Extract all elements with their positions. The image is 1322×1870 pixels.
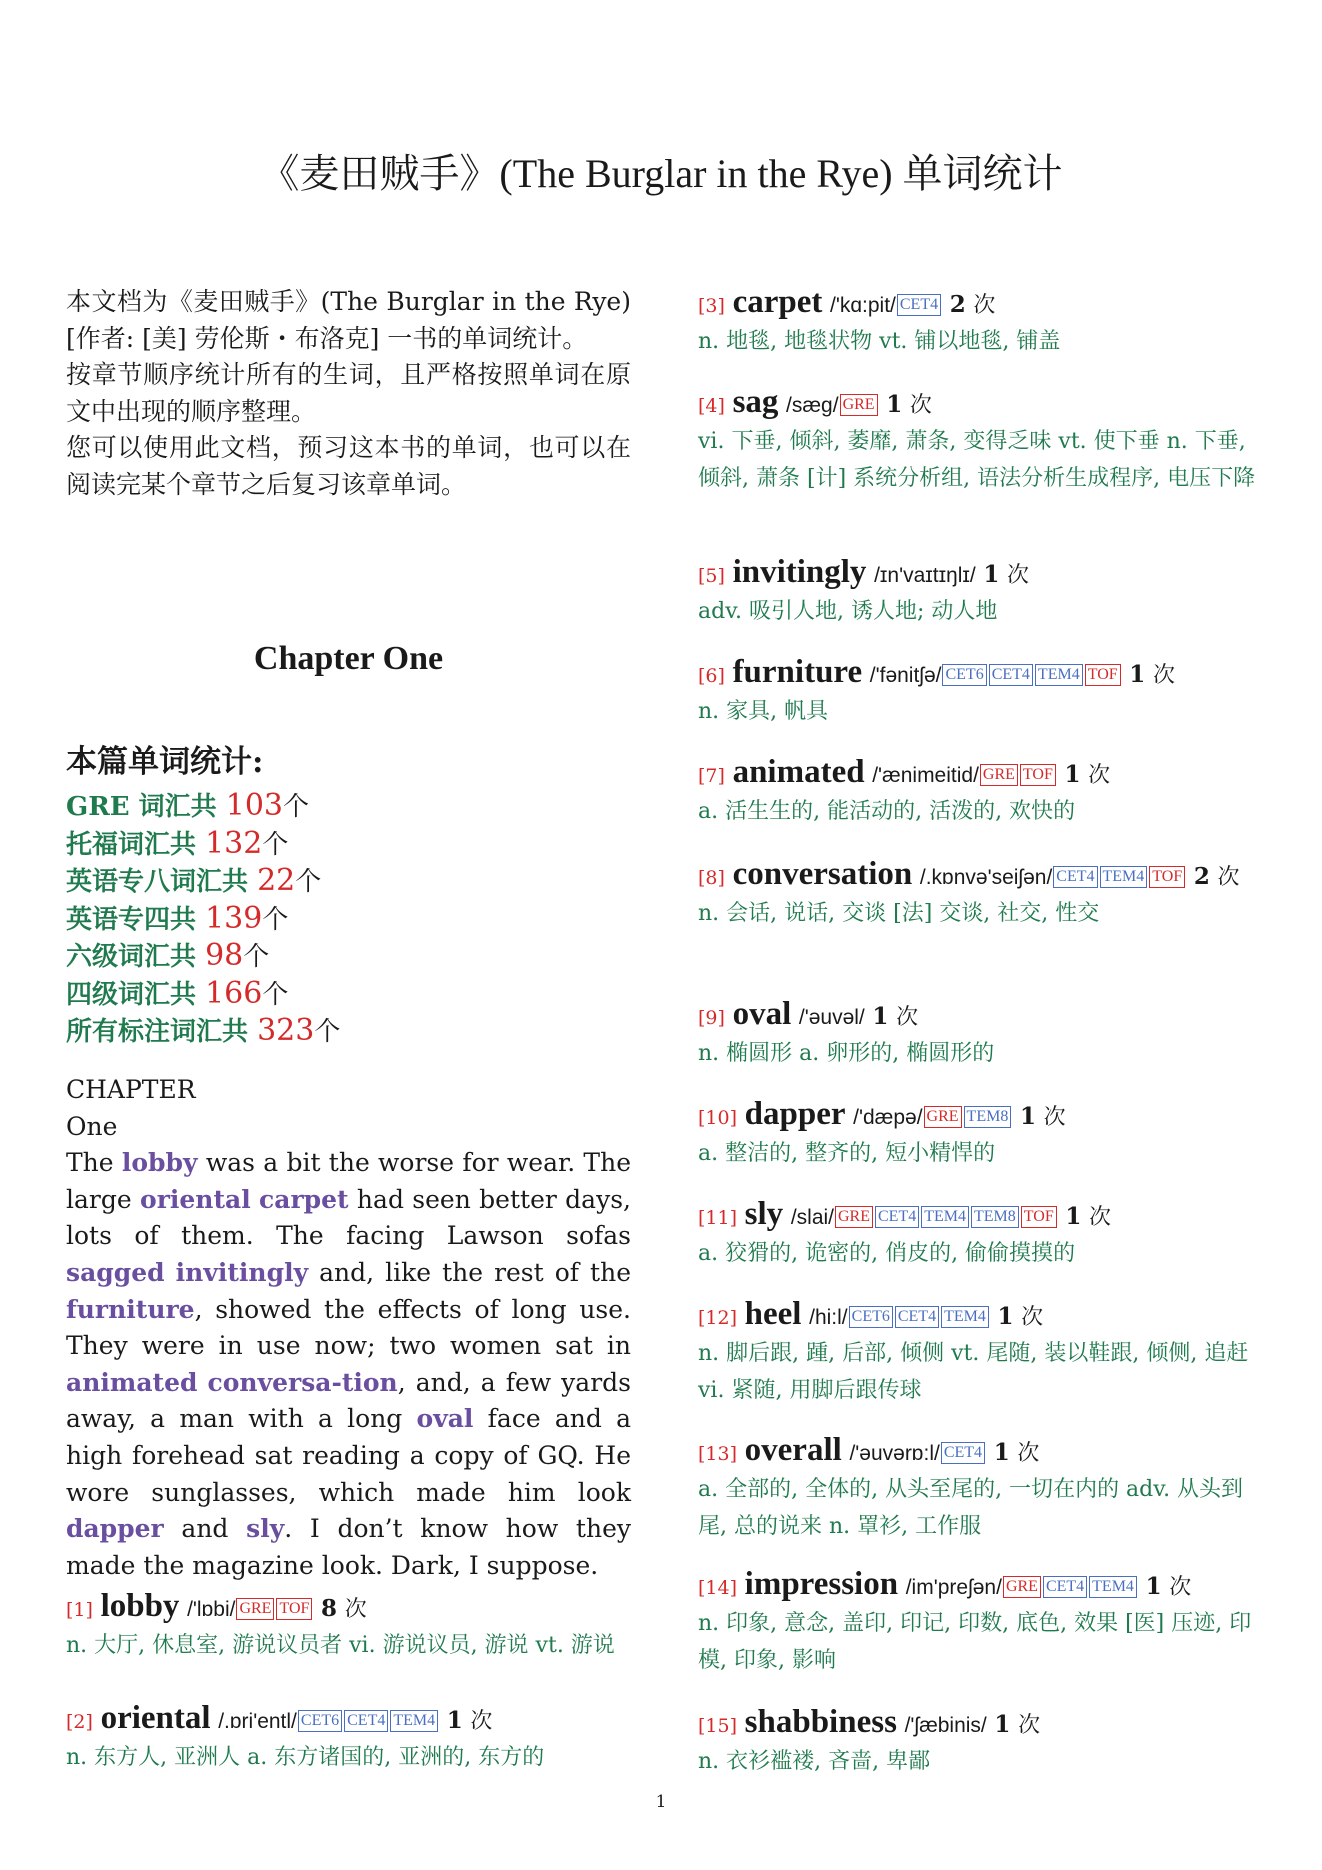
- highlighted-word: conversa-tion: [207, 1367, 398, 1397]
- times-label: 次: [973, 293, 996, 318]
- stat-count: 22: [257, 863, 296, 898]
- entry-count: 1: [1065, 1203, 1082, 1230]
- vocab-entry: [698, 1296, 1268, 1409]
- entry-pronunciation: /'dæpə/: [853, 1106, 923, 1129]
- chapter-number: One: [66, 1111, 118, 1141]
- stat-count: 132: [205, 825, 263, 861]
- stats-list: [66, 788, 631, 1051]
- entry-header: [698, 1096, 1268, 1136]
- entry-header: [698, 856, 1268, 896]
- text-segment: was a bit the worse for wear. The large: [66, 1148, 631, 1214]
- intro: [66, 284, 631, 503]
- entry-pronunciation: /slai/: [790, 1206, 834, 1229]
- entry-count: 1: [1145, 1573, 1162, 1600]
- highlighted-word: animated: [66, 1367, 198, 1397]
- entry-pronunciation: /.ɒri'entl/: [218, 1710, 297, 1733]
- vocab-tag: CET6: [298, 1710, 342, 1732]
- times-label: 次: [344, 1597, 367, 1622]
- entry-count: 1: [993, 1439, 1010, 1466]
- times-label: 次: [1007, 563, 1030, 588]
- highlighted-word: oriental: [140, 1184, 251, 1214]
- vocab-entry: [698, 1096, 1268, 1173]
- stat-count: 98: [205, 938, 244, 973]
- entry-count: 1: [983, 561, 1000, 588]
- entry-definition: a. 狡猾的, 诡密的, 俏皮的, 偷偷摸摸的: [698, 1241, 1076, 1266]
- stat-row: [66, 938, 631, 976]
- vocab-tag: TEM4: [1035, 664, 1083, 686]
- entry-word: oval: [732, 996, 792, 1032]
- entry-header: [698, 1296, 1268, 1336]
- entry-word: oriental: [100, 1700, 211, 1736]
- stat-label: 英语专八词汇共: [66, 867, 258, 897]
- vocab-tag: GRE: [1003, 1576, 1041, 1598]
- stat-label: 英语专四共: [66, 904, 206, 935]
- entry-definition: a. 活生生的, 能活动的, 活泼的, 欢快的: [698, 799, 1076, 824]
- vocab-entry: [698, 284, 1268, 361]
- entry-count: 1: [997, 1303, 1014, 1330]
- document-title: 《麦田贼手》(The Burglar in the Rye) 单词统计: [259, 151, 1063, 196]
- stat-label: 四级词汇共: [66, 979, 206, 1010]
- chapter-stats: [66, 742, 631, 1051]
- text-segment: The: [66, 1148, 122, 1178]
- stat-unit: 个: [243, 942, 270, 972]
- entry-header: [698, 1196, 1268, 1236]
- entry-definition: adv. 吸引人地, 诱人地; 动人地: [698, 599, 998, 624]
- entry-count: 1: [872, 1003, 889, 1030]
- highlighted-word: invitingly: [175, 1257, 309, 1287]
- entry-definition: n. 家具, 帆具: [698, 699, 829, 724]
- entry-index: [3]: [698, 295, 725, 317]
- entry-definition: n. 椭圆形 a. 卵形的, 椭圆形的: [698, 1041, 995, 1066]
- vocab-entry: [66, 1588, 631, 1665]
- vocab-tag: TEM4: [1089, 1576, 1137, 1598]
- entry-definition: n. 脚后跟, 踵, 后部, 倾侧 vt. 尾随, 装以鞋跟, 倾侧, 追赶 vi. 紧随, 用脚后跟传球: [698, 1341, 1249, 1403]
- entry-word: lobby: [100, 1588, 180, 1624]
- stat-row: [66, 826, 631, 864]
- entry-definition: n. 东方人, 亚洲人 a. 东方诸国的, 亚洲的, 东方的: [66, 1745, 545, 1770]
- entry-pronunciation: /'ʃæbinis/: [904, 1714, 987, 1737]
- entry-pronunciation: /'ænimeitid/: [872, 764, 979, 787]
- vocab-entry: [698, 754, 1268, 831]
- times-label: 次: [1018, 1713, 1041, 1738]
- times-label: 次: [1089, 1205, 1112, 1230]
- entry-pronunciation: /sæg/: [786, 394, 839, 417]
- vocab-tag: GRE: [924, 1106, 962, 1128]
- stat-label: 托福词汇共: [66, 829, 206, 860]
- highlighted-word: oval: [416, 1404, 474, 1434]
- entry-index: [8]: [698, 867, 725, 889]
- entry-pronunciation: /'əuvərɒ:l/: [849, 1442, 940, 1465]
- stats-title: 本篇单词统计:: [66, 744, 264, 780]
- highlighted-word: sly: [246, 1514, 285, 1544]
- entry-pronunciation: /'lɒbi/: [187, 1598, 236, 1621]
- entry-index: [14]: [698, 1577, 738, 1599]
- vocab-tag: GRE: [236, 1598, 274, 1620]
- entry-header: [698, 654, 1268, 694]
- stat-label: GRE 词汇共: [66, 792, 226, 822]
- entry-index: [11]: [698, 1207, 738, 1229]
- text-segment: [165, 1258, 176, 1287]
- entry-pronunciation: /.kɒnvə'seiʃən/: [919, 866, 1053, 889]
- stat-label: 六级词汇共: [66, 942, 206, 972]
- stat-unit: 个: [314, 1017, 341, 1047]
- text-segment: . I don’t know how they made the magazine look. Dark, I suppose.: [66, 1514, 631, 1580]
- vocab-tag: TOF: [1021, 1206, 1057, 1228]
- text-segment: , showed the effects of long use. They were in use now; two women sat in: [66, 1294, 631, 1361]
- vocab-tag: GRE: [840, 394, 878, 416]
- vocab-entry: [698, 1566, 1268, 1679]
- vocab-tag: CET6: [942, 664, 986, 686]
- stat-count: 139: [205, 900, 263, 936]
- entry-word: conversation: [732, 856, 913, 892]
- text-segment: [251, 1185, 259, 1214]
- entry-word: heel: [744, 1296, 802, 1332]
- chapter-text: [66, 1072, 631, 1584]
- vocab-tag: TOF: [1149, 866, 1185, 888]
- text-segment: and: [163, 1514, 247, 1544]
- times-label: 次: [1169, 1575, 1192, 1600]
- entry-header: [698, 384, 1268, 424]
- entry-word: sly: [744, 1196, 784, 1232]
- entry-pronunciation: /'fənitʃə/: [869, 664, 942, 687]
- entry-index: [13]: [698, 1443, 738, 1465]
- entry-count: 1: [886, 391, 903, 418]
- highlighted-word: carpet: [259, 1184, 349, 1214]
- chapter-label: CHAPTER: [66, 1075, 196, 1104]
- intro-line-3: 您可以使用此文档，预习这本书的单词，也可以在阅读完某个章节之后复习该章单词。: [66, 433, 631, 499]
- entry-definition: n. 地毯, 地毯状物 vt. 铺以地毯, 铺盖: [698, 329, 1061, 354]
- entry-count: 1: [1129, 661, 1146, 688]
- stat-unit: 个: [262, 979, 289, 1010]
- vocab-tag: TOF: [276, 1598, 312, 1620]
- vocab-tag: CET4: [897, 294, 941, 316]
- vocab-tag: CET6: [849, 1306, 893, 1328]
- highlighted-word: sagged: [66, 1257, 165, 1287]
- stat-row: [66, 863, 631, 901]
- entry-count: 1: [994, 1711, 1011, 1738]
- entry-count: 1: [1019, 1103, 1036, 1130]
- times-label: 次: [1017, 1441, 1040, 1466]
- entry-count: 2: [949, 291, 966, 318]
- entry-word: furniture: [732, 654, 863, 690]
- entry-word: carpet: [732, 284, 823, 320]
- entry-pronunciation: /im'preʃən/: [905, 1576, 1002, 1599]
- vocab-tag: CET4: [875, 1206, 919, 1228]
- text-segment: and, like the rest of the: [308, 1257, 631, 1287]
- entry-index: [15]: [698, 1715, 738, 1737]
- vocab-entry: [698, 554, 1268, 631]
- entry-index: [5]: [698, 565, 725, 587]
- stat-unit: 个: [283, 792, 310, 822]
- vocab-entry: [698, 996, 1268, 1073]
- vocab-tag: CET4: [895, 1306, 939, 1328]
- entry-header: [698, 554, 1268, 594]
- text-segment: had seen better days, lots of them. The facing Lawson sofas: [66, 1184, 631, 1251]
- highlighted-word: furniture: [66, 1294, 195, 1324]
- chapter-paragraph: [66, 1145, 631, 1584]
- stat-count: 323: [257, 1013, 315, 1048]
- text-segment: face and a high forehead sat reading a copy of GQ. He wore sunglasses, which made him look: [66, 1404, 631, 1507]
- entry-count: 8: [321, 1595, 338, 1622]
- entry-definition: a. 整洁的, 整齐的, 短小精悍的: [698, 1141, 996, 1166]
- entry-word: dapper: [744, 1096, 846, 1132]
- entry-pronunciation: /'əuvəl/: [798, 1006, 865, 1029]
- entry-index: [2]: [66, 1711, 93, 1733]
- vocab-tag: GRE: [835, 1206, 873, 1228]
- times-label: 次: [1152, 663, 1175, 688]
- highlighted-word: lobby: [121, 1148, 198, 1178]
- vocab-tag: TEM4: [941, 1306, 989, 1328]
- entry-pronunciation: /ɪn'vaɪtɪŋlɪ/: [874, 564, 976, 587]
- times-label: 次: [1021, 1305, 1044, 1330]
- stat-unit: 个: [262, 904, 289, 935]
- entry-pronunciation: /hi:l/: [809, 1306, 848, 1329]
- stat-row: [66, 1013, 631, 1051]
- entry-definition: n. 衣衫褴褛, 吝啬, 卑鄙: [698, 1749, 931, 1774]
- stat-row: [66, 788, 631, 826]
- entry-word: animated: [732, 754, 865, 790]
- vocab-entry: [698, 654, 1268, 731]
- intro-line-1: 本文档为《麦田贼手》(The Burglar in the Rye)[作者: [美] 劳伦斯・布洛克] 一书的单词统计。: [66, 287, 631, 353]
- stat-unit: 个: [295, 867, 322, 897]
- text-segment: , and, a few yards away, a man with a long: [66, 1367, 631, 1434]
- entry-definition: a. 全部的, 全体的, 从头至尾的, 一切在内的 adv. 从头到尾, 总的说来 n. 罩衫, 工作服: [698, 1477, 1244, 1539]
- vocab-tag: TEM8: [971, 1206, 1019, 1228]
- entry-definition: vi. 下垂, 倾斜, 萎靡, 萧条, 变得乏味 vt. 使下垂 n. 下垂, 倾斜, 萧条 [计] 系统分析组, 语法分析生成程序, 电压下降: [698, 429, 1256, 491]
- entry-word: impression: [744, 1566, 899, 1602]
- entry-definition: n. 印象, 意念, 盖印, 印记, 印数, 底色, 效果 [医] 压迹, 印模, 印象, 影响: [698, 1611, 1252, 1673]
- vocab-entry: [698, 856, 1268, 933]
- times-label: 次: [1088, 763, 1111, 788]
- vocab-tag: CET4: [989, 664, 1033, 686]
- vocab-entry: [698, 1432, 1268, 1545]
- times-label: 次: [1217, 865, 1240, 890]
- entry-header: [66, 1588, 631, 1628]
- page-number: 1: [655, 1792, 667, 1812]
- vocab-entry: [698, 1704, 1268, 1781]
- vocab-tag: TEM8: [964, 1106, 1012, 1128]
- entry-index: [1]: [66, 1599, 93, 1621]
- entry-index: [12]: [698, 1307, 738, 1329]
- entry-count: 1: [1064, 761, 1081, 788]
- times-label: 次: [909, 393, 932, 418]
- entry-word: invitingly: [732, 554, 867, 590]
- times-label: 次: [896, 1005, 919, 1030]
- entry-pronunciation: /'kɑ:pit/: [830, 294, 896, 317]
- vocab-tag: GRE: [980, 764, 1018, 786]
- left-column: [66, 284, 631, 1580]
- entry-definition: n. 大厅, 休息室, 游说议员者 vi. 游说议员, 游说 vt. 游说: [66, 1633, 615, 1658]
- vocab-entry: [698, 1196, 1268, 1273]
- entry-count: 1: [446, 1707, 463, 1734]
- vocab-entry: [698, 384, 1268, 497]
- entry-index: [9]: [698, 1007, 725, 1029]
- stat-label: 所有标注词汇共: [66, 1017, 258, 1047]
- vocab-tag: TEM4: [390, 1710, 438, 1732]
- entry-index: [7]: [698, 765, 725, 787]
- entry-header: [698, 754, 1268, 794]
- vocab-tag: TOF: [1085, 664, 1121, 686]
- entry-count: 2: [1193, 863, 1210, 890]
- entry-header: [698, 1432, 1268, 1472]
- stat-row: [66, 976, 631, 1014]
- entry-index: [6]: [698, 665, 725, 687]
- intro-line-2: 按章节顺序统计所有的生词，且严格按照单词在原文中出现的顺序整理。: [66, 360, 631, 426]
- text-segment: [197, 1368, 207, 1397]
- stat-unit: 个: [262, 829, 289, 860]
- entry-word: overall: [744, 1432, 842, 1468]
- vocab-tag: CET4: [941, 1442, 985, 1464]
- entry-header: [66, 1700, 631, 1740]
- vocab-tag: CET4: [344, 1710, 388, 1732]
- stat-count: 103: [225, 788, 283, 823]
- highlighted-word: dapper: [66, 1514, 164, 1544]
- vocab-tag: CET4: [1043, 1576, 1087, 1598]
- entry-word: shabbiness: [744, 1704, 897, 1740]
- stat-count: 166: [205, 975, 263, 1011]
- entry-header: [698, 1704, 1268, 1744]
- times-label: 次: [470, 1709, 493, 1734]
- stat-row: [66, 901, 631, 939]
- entry-index: [4]: [698, 395, 725, 417]
- vocab-tag: TEM4: [921, 1206, 969, 1228]
- entry-index: [10]: [698, 1107, 738, 1129]
- entry-definition: n. 会话, 说话, 交谈 [法] 交谈, 社交, 性交: [698, 901, 1100, 926]
- entry-header: [698, 1566, 1268, 1606]
- vocab-tag: TEM4: [1100, 866, 1148, 888]
- vocab-tag: CET4: [1053, 866, 1097, 888]
- entry-header: [698, 284, 1268, 324]
- chapter-heading: Chapter One: [253, 640, 444, 677]
- entry-header: [698, 996, 1268, 1036]
- vocab-tag: TOF: [1020, 764, 1056, 786]
- vocab-entry: [66, 1700, 631, 1777]
- times-label: 次: [1043, 1105, 1066, 1130]
- entry-word: sag: [732, 384, 779, 420]
